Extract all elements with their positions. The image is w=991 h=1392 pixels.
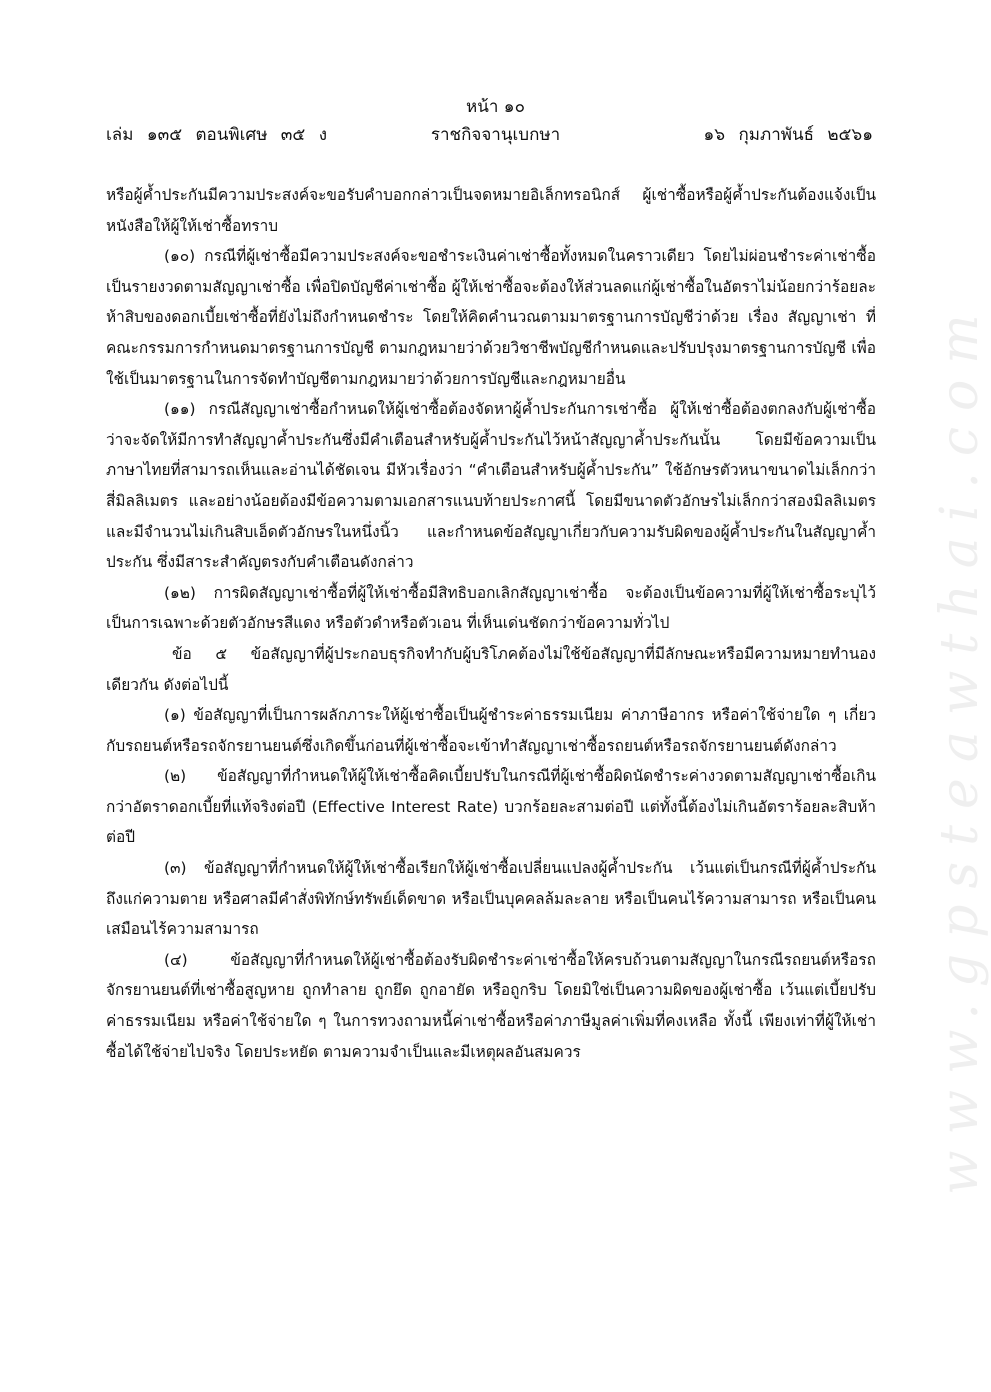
paragraph-clause-12: (๑๒) การผิดสัญญาเช่าซื้อที่ผู้ให้เช่าซื้อมีสิทธิบอกเลิกสัญญาเช่าซื้อ จะต้องเป็นข้อความที่ผู้ให้เช่าซื้อระบุไว้เป็นการเฉพาะด้วยตัวอักษรสีแดง หรือตัวดำหรือตัวเอน ที่เห็นเด่นชัดกว่าข้อความทั่วไป bbox=[106, 583, 876, 633]
paragraph-article-5-item-1: (๑) ข้อสัญญาที่เป็นการผลักภาระให้ผู้เช่าซื้อเป็นผู้ชำระค่าธรรมเนียม ค่าภาษีอากร หรือค่าใช้จ่ายใด ๆ เกี่ยวกับรถยนต์หรือรถจักรยานยนต์ซึ่งเกิดขึ้นก่อนที่ผู้เช่าซื้อจะเข้าทำสัญญาเช่าซื้อรถยนต์หรือรถจักรยานยนต์ดังกล่าว bbox=[106, 706, 876, 755]
paragraph-article-5-item-4: (๔) ข้อสัญญาที่กำหนดให้ผู้เช่าซื้อต้องรับผิดชำระค่าเช่าซื้อให้ครบถ้วนตามสัญญาในกรณีรถยนต์หรือรถจักรยานยนต์ที่เช่าซื้อสูญหาย ถูกทำลาย ถูกยึด ถูกอายัด หรือถูกริบ โดยมิใช่เป็นความผิดของผู้เช่าซื้อ เว้นแต่เบี้ยปรับ ค่าธรรมเนียม หรือค่าใช้จ่ายใด ๆ ในการทวงถามหนี้ค่าเช่าซื้อหรือค่าภาษีมูลค่าเพิ่มที่คงเหลือ ทั้งนี้ เพียงเท่าที่ผู้ให้เช่าซื้อได้ใช้จ่ายไปจริง โดยประหยัด ตามความจำเป็นและมีเหตุผลอันสมควร bbox=[106, 950, 876, 1061]
paragraph-article-5-item-2: (๒) ข้อสัญญาที่กำหนดให้ผู้ให้เช่าซื้อคิดเบี้ยปรับในกรณีที่ผู้เช่าซื้อผิดนัดชำระค่างวดตามสัญญาเช่าซื้อเกินกว่าอัตราดอกเบี้ยที่แท้จริงต่อปี (Effective Interest Rate) บวกร้อยละสามต่อปี แต่ทั้งนี้ต้องไม่เกินอัตราร้อยละสิบห้าต่อปี bbox=[106, 767, 876, 847]
document-body bbox=[106, 180, 876, 1067]
publication-date: ๑๖ กุมภาพันธ์ ๒๕๖๑ bbox=[703, 125, 873, 145]
volume-issue: เล่ม ๑๓๕ ตอนพิเศษ ๓๕ ง bbox=[106, 125, 328, 145]
paragraph-clause-11: (๑๑) กรณีสัญญาเช่าซื้อกำหนดให้ผู้เช่าซื้อต้องจัดหาผู้ค้ำประกันการเช่าซื้อ ผู้ให้เช่าซื้อต้องตกลงกับผู้เช่าซื้อว่าจะจัดให้มีการทำสัญญาค้ำประกันซึ่งมีคำเตือนสำหรับผู้ค้ำประกันไว้หน้าสัญญาค้ำประกันนั้น โดยมีข้อความเป็นภาษาไทยที่สามารถเห็นและอ่านได้ชัดเจน มีหัวเรื่องว่า “คำเตือนสำหรับผู้ค้ำประกัน” ใช้อักษรตัวหนาขนาดไม่เล็กกว่าสี่มิลลิเมตร และอย่างน้อยต้องมีข้อความตามเอกสารแนบท้ายประกาศนี้ โดยมีขนาดตัวอักษรไม่เล็กกว่าสองมิลลิเมตร และมีจำนวนไม่เกินสิบเอ็ดตัวอักษรในหนึ่งนิ้ว และกำหนดข้อสัญญาเกี่ยวกับความรับผิดของผู้ค้ำประกันในสัญญาค้ำประกัน ซึ่งมีสาระสำคัญตรงกับคำเตือนดังกล่าว bbox=[106, 400, 876, 572]
publication-title: ราชกิจจานุเบกษา bbox=[430, 125, 561, 145]
paragraph-continuation: หรือผู้ค้ำประกันมีความประสงค์จะขอรับคำบอกกล่าวเป็นจดหมายอิเล็กทรอนิกส์ ผู้เช่าซื้อหรือผู้ค้ำประกันต้องแจ้งเป็นหนังสือให้ผู้ให้เช่าซื้อทราบ bbox=[106, 186, 876, 235]
paragraph-clause-10: (๑๐) กรณีที่ผู้เช่าซื้อมีความประสงค์จะขอชำระเงินค่าเช่าซื้อทั้งหมดในคราวเดียว โดยไม่ผ่อนชำระค่าเช่าซื้อเป็นรายงวดตามสัญญาเช่าซื้อ เพื่อปิดบัญชีค่าเช่าซื้อ ผู้ให้เช่าซื้อจะต้องให้ส่วนลดแก่ผู้เช่าซื้อในอัตราไม่น้อยกว่าร้อยละห้าสิบของดอกเบี้ยเช่าซื้อที่ยังไม่ถึงกำหนดชำระ โดยให้คิดคำนวณตามมาตรฐานการบัญชีว่าด้วย เรื่อง สัญญาเช่า ที่คณะกรรมการกำหนดมาตรฐานการบัญชี ตามกฎหมายว่าด้วยวิชาชีพบัญชีกำหนดและปรับปรุงมาตรฐานการบัญชี เพื่อใช้เป็นมาตรฐานในการจัดทำบัญชีตามกฎหมายว่าด้วยการบัญชีและกฎหมายอื่น bbox=[106, 247, 876, 388]
paragraph-article-5: ข้อ ๕ ข้อสัญญาที่ผู้ประกอบธุรกิจทำกับผู้บริโภคต้องไม่ใช้ข้อสัญญาที่มีลักษณะหรือมีความหมายทำนองเดียวกัน ดังต่อไปนี้ bbox=[106, 644, 876, 694]
paragraph-article-5-item-3: (๓) ข้อสัญญาที่กำหนดให้ผู้ให้เช่าซื้อเรียกให้ผู้เช่าซื้อเปลี่ยนแปลงผู้ค้ำประกัน เว้นแต่เป็นกรณีที่ผู้ค้ำประกันถึงแก่ความตาย หรือศาลมีคำสั่งพิทักษ์ทรัพย์เด็ดขาด หรือเป็นบุคคลล้มละลาย หรือเป็นคนไร้ความสามารถ หรือเป็นคนเสมือนไร้ความสามารถ bbox=[106, 859, 876, 939]
page-number: หน้า ๑๐ bbox=[466, 97, 525, 117]
watermark-text: www.gpsteawthai.com bbox=[930, 298, 990, 1195]
